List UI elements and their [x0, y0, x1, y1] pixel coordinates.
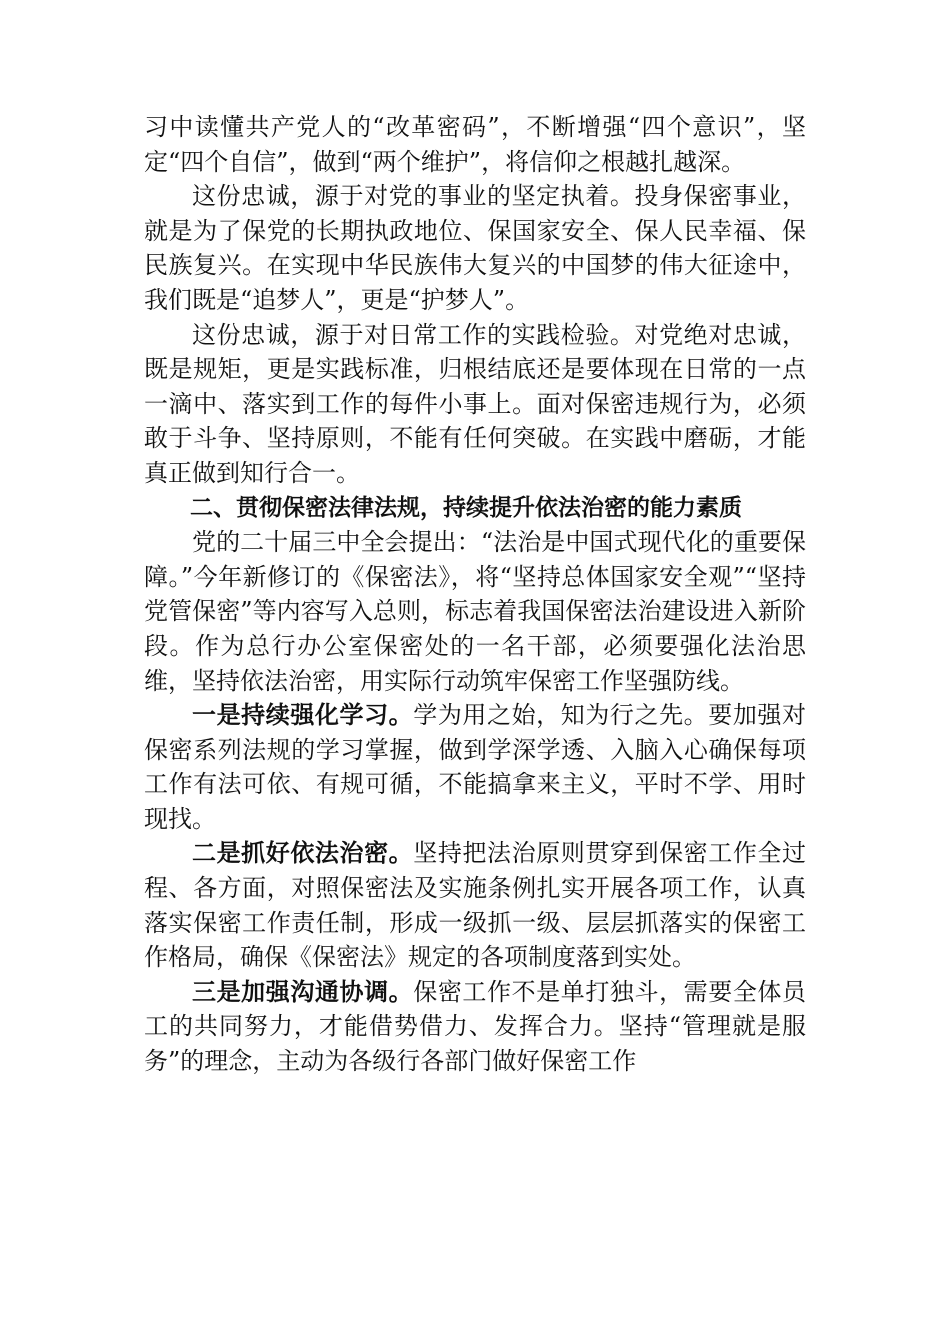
paragraph-point-2: [144, 836, 806, 974]
point-2-body: 坚持把法治原则贯穿到保密工作全过程、各方面，对照保密法及实施条例扎实开展各项工作，认真落实保密工作责任制，形成一级抓一级、层层抓落实的保密工作格局，确保《保密法》规定的各项制度落到实处。: [144, 839, 806, 972]
paragraph-point-3: [144, 975, 806, 1079]
paragraph-loyalty-practice: 这份忠诚，源于对日常工作的实践检验。对党绝对忠诚，既是规矩，更是实践标准，归根结底还是要体现在日常的一点一滴中、落实到工作的每件小事上。面对保密违规行为，必须敢于斗争、坚持原则，不能有任何突破。在实践中磨砺，才能真正做到知行合一。: [144, 320, 806, 487]
point-3-body: 保密工作不是单打独斗，需要全体员工的共同努力，才能借势借力、发挥合力。坚持“管理就是服务”的理念，主动为各级行各部门做好保密工作: [144, 977, 806, 1076]
paragraph-rule-of-law: 党的二十届三中全会提出：“法治是中国式现代化的重要保障。”今年新修订的《保密法》，将“坚持总体国家安全观”“坚持党管保密”等内容写入总则，标志着我国保密法治建设进入新阶段。作为总行办公室保密处的一名干部，必须要强化法治思维，坚持依法治密，用实际行动筑牢保密工作坚强防线。: [144, 528, 806, 695]
point-3-lead: 三是加强沟通协调。: [192, 977, 414, 1006]
point-1-body: 学为用之始，知为行之先。要加强对保密系列法规的学习掌握，做到学深学透、入脑入心确保每项工作有法可依、有规可循，不能搞拿来主义，平时不学、用时现找。: [144, 701, 806, 833]
point-1-lead: 一是持续强化学习。: [192, 701, 414, 730]
section-heading-2: 二、贯彻保密法律法规，持续提升依法治密的能力素质: [190, 494, 742, 521]
paragraph-loyalty-cause: 这份忠诚，源于对党的事业的坚定执着。投身保密事业，就是为了保党的长期执政地位、保国家安全、保人民幸福、保民族复兴。在实现中华民族伟大复兴的中国梦的伟大征途中，我们既是“追梦人”，更是“护梦人”。: [144, 182, 806, 314]
document-page: [144, 110, 806, 1079]
paragraph-continuation: 习中读懂共产党人的“改革密码”，不断增强“四个意识”，坚定“四个自信”，做到“两个维护”，将信仰之根越扎越深。: [144, 113, 806, 176]
paragraph-point-1: [144, 698, 806, 836]
point-2-lead: 二是抓好依法治密。: [192, 839, 414, 868]
